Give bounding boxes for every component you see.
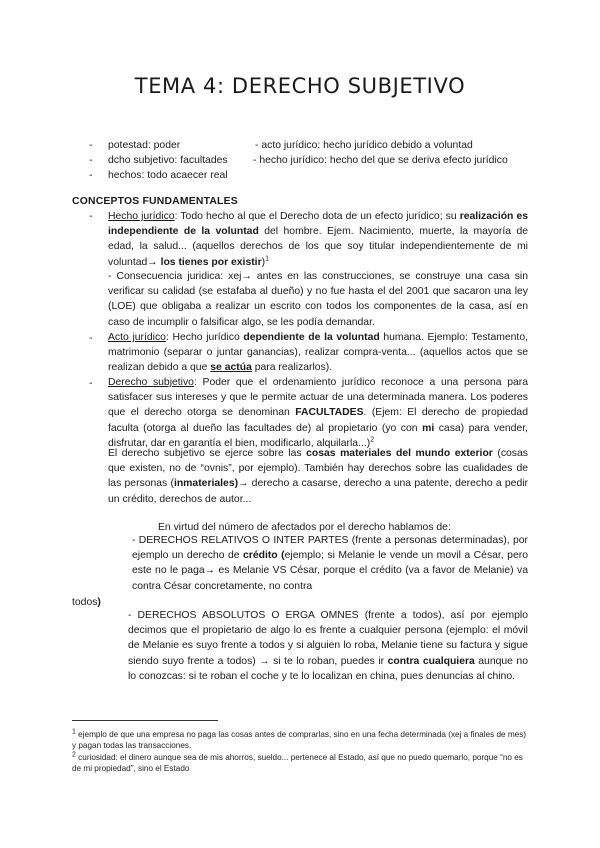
derechos-relativos-continuation: todos) [72,597,101,608]
acto-juridico-paragraph: Acto jurídico: Hecho jurídico dependiente de la voluntad humana. Ejemplo: Testamento, matrimonio (separar o juntar ganancias), realizar compra-venta... (aquellos actos que se realizan debido a que se actúa para realizarlos). [108,332,528,374]
footnote-2: $^2$ curiosidad: el dinero aunque sea de mis ahorros, sueldo... pertenece al Estado, así que no puedo quemarlo, porque “no es de mi propiedad”, sino el Estado [72,751,523,773]
footnote-divider [72,720,218,721]
term-acto-juridico: Acto jurídico [108,332,166,343]
definition-potestad: potestad: poder [108,140,181,151]
footnote-ref-1: 1 [265,255,269,263]
afectados-intro: En virtud del número de afectados por el derecho hablamos de: [158,522,451,533]
bullet-dash: - [89,378,93,389]
bullet-dash: - [89,155,93,166]
hecho-juridico-paragraph: Hecho jurídico: Todo hecho al que el Derecho dota de un efecto jurídico; su realización es independiente de la voluntad del hombre. Ejem. Nacimiento, muerte, la mayoría de edad, la salud... (aquellos derechos de los que soy titular independientemente de mi voluntad→ los tienes por existir)$^1$ [108,211,529,268]
consecuencia-juridica-paragraph: - Consecuencia juridica: xej→ antes en las construcciones, se construye una casa sin verificar su calidad (se estafaba al dueño) y no fue hasta el del 2001 que sacaron una ley (LOE) que obligaba a realizar un escrito con todos los componentes de la casa, así en caso de incumplir o falsificar algo, se les podía demandar. [108,271,528,328]
derechos-absolutos-paragraph: - DERECHOS ABSOLUTOS O ERGA OMNES (frente a todos), así por ejemplo decimos que el propietario de algo lo es frente a cualquier persona (ejemplo: el móvil de Melanie es suyo frente a todos y si alguien lo roba, Melanie tiene su factura y sigue siendo suyo frente a todos) → si te lo roban, puedes ir contra cualquiera aunque no lo conozcas: si te roban el coche y te lo localizan en china, pues denuncias al chino. [128,610,528,682]
bullet-dash: - [89,333,93,344]
derechos-relativos-paragraph: - DERECHOS RELATIVOS O INTER PARTES (frente a personas determinadas), por ejemplo un derecho de crédito (ejemplo; si Melanie le vende un movil a César, pero este no le paga→ es Melanie VS César, porque el crédito (va a favor de Melanie) va contra César concretamente, no contra [132,535,528,592]
derecho-subjetivo-paragraph: Derecho subjetivo: Poder que el ordenamiento jurídico reconoce a una persona para satisfacer sus intereses y que le permite actuar de una determinada manera. Los poderes que el derecho otorga se denominan FACULTADES. (Ejem: El derecho de propiedad faculta (otorga al dueño las facultades de) al propietario (yo con mi casa) para vender, disfrutar, dar en garantía el bien, modificarlo, alquilarla...)$^2$ [108,377,529,449]
bullet-dash: - [89,211,93,222]
term-hecho-juridico: Hecho jurídico [108,211,175,222]
definition-dcho-subjetivo: dcho subjetivo: facultades [108,155,228,166]
term-derecho-subjetivo: Derecho subjetivo [108,377,194,388]
footnote-ref-2: 2 [370,436,375,444]
section-heading: CONCEPTOS FUNDAMENTALES [72,196,238,207]
page-title: TEMA 4: DERECHO SUBJETIVO [134,74,466,98]
derecho-subjetivo-objetos-paragraph: El derecho subjetivo se ejerce sobre las cosas materiales del mundo exterior (cosas que existen, no de “ovnis”, por ejemplo). También hay derechos sobre las cualidades de las personas (inmateriales)→ derecho a casarse, derecho a una patente, derecho a pedir un crédito, derechos de autor... [108,448,528,505]
definition-hechos: hechos: todo acaecer real [108,170,228,181]
bullet-dash: - [89,140,93,151]
definition-hecho-juridico: - hecho jurídico: hecho del que se deriva efecto jurídico [253,155,508,166]
bullet-dash: - [89,170,93,181]
footnote-1: $^1$ ejemplo de que una empresa no paga las cosas antes de comprarlas, sino en una fecha determinada (xej a finales de mes) y pagan todas las transacciones. [72,728,527,750]
definition-acto-juridico: - acto jurídico: hecho jurídico debido a voluntad [255,140,473,151]
